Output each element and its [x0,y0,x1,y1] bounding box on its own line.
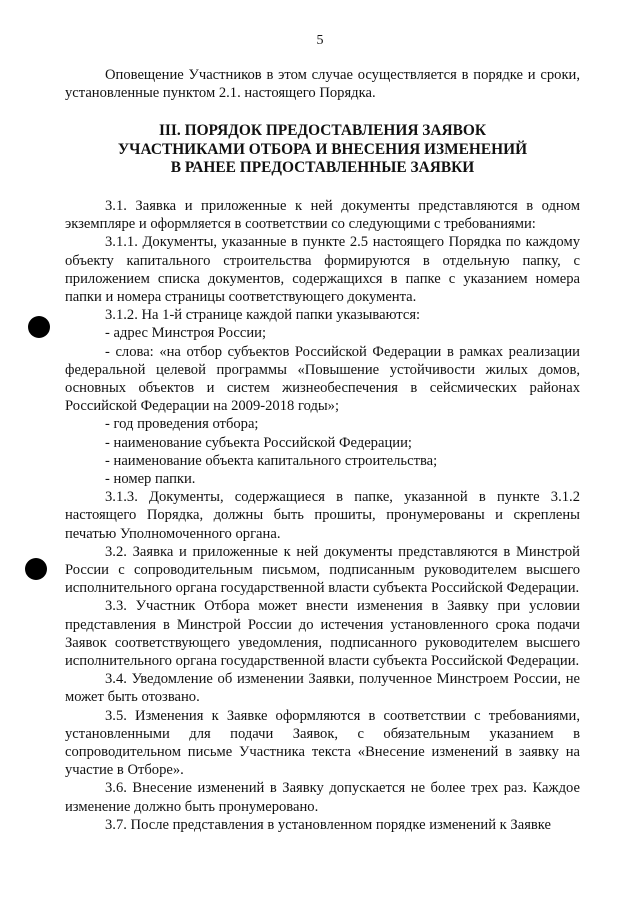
page-number: 5 [316,33,324,48]
section-heading-line-2: УЧАСТНИКАМИ ОТБОРА И ВНЕСЕНИЯ ИЗМЕНЕНИЙ [117,140,528,158]
paragraph-3-5: 3.5. Изменения к Заявке оформляются в соответствии с требованиями, установленными для подачи Заявок, с обязательным указанием в сопроводительном письме Участника текста «Внесение изменений в заявку на участие в Отборе». [65,707,580,779]
paragraph-3-3: 3.3. Участник Отбора может внести изменения в Заявку при условии представления в Минстрой России до истечения установленного срока подачи Заявок соответствующего уведомления, подписанного руководителем высшего исполнительного органа государственной власти субъекта Российской Федерации. [65,598,580,669]
list-item-subject: - наименование субъекта Российской Федерации; [105,434,412,451]
section-heading-line-1: III. ПОРЯДОК ПРЕДОСТАВЛЕНИЯ ЗАЯВОК [158,122,487,140]
list-item-address: - адрес Минстроя России; [105,325,267,342]
list-item-object: - наименование объекта капитального строительства; [105,452,438,469]
punch-hole-top [28,316,50,338]
list-item-words: - слова: «на отбор субъектов Российской Федерации в рамках реализации федеральной целевой программы «Повышение устойчивости жилых домов, основных объектов и систем жизнеобеспечения в сейсмических районах Российской Федерации на 2009-2018 годы»; [65,343,580,415]
punch-hole-bottom [25,558,47,580]
paragraph-3-6: 3.6. Внесение изменений в Заявку допускается не более трех раз. Каждое изменение должно быть пронумеровано. [65,780,580,815]
paragraph-3-2: 3.2. Заявка и приложенные к ней документы представляются в Минстрой России с сопроводительным письмом, подписанным руководителем высшего исполнительного органа государственной власти субъекта Российской Федерации. [65,543,580,597]
paragraph-3-1-3: 3.1.3. Документы, содержащиеся в папке, указанной в пункте 3.1.2 настоящего Порядка, должны быть прошиты, пронумерованы и скреплены печатью Уполномоченного органа. [65,489,580,542]
intro-paragraph: Оповещение Участников в этом случае осуществляется в порядке и сроки, установленные пунктом 2.1. настоящего Порядка. [65,67,580,102]
paragraph-3-1: 3.1. Заявка и приложенные к ней документы представляются в одном экземпляре и оформляется в соответствии со следующими с требованиями: [65,197,580,233]
paragraph-3-7: 3.7. После представления в установленном порядке изменений к Заявке [105,816,551,833]
paragraph-3-4: 3.4. Уведомление об изменении Заявки, полученное Минстроем России, не может быть отозвано. [65,671,580,706]
list-item-year: - год проведения отбора; [105,416,259,433]
section-heading [65,122,580,178]
section-heading-line-3: В РАНЕЕ ПРЕДОСТАВЛЕННЫЕ ЗАЯВКИ [170,159,475,177]
document-body [65,66,580,834]
list-item-folder: - номер папки. [105,470,196,487]
paragraph-3-1-2: 3.1.2. На 1-й странице каждой папки указываются: [105,307,421,324]
paragraph-3-1-1: 3.1.1. Документы, указанные в пункте 2.5 настоящего Порядка по каждому объекту капитального строительства формируются в отдельную папку, с приложением списка документов, содержащихся в папке с указанием номера папки и номера страницы соответствующего документа. [65,234,580,305]
